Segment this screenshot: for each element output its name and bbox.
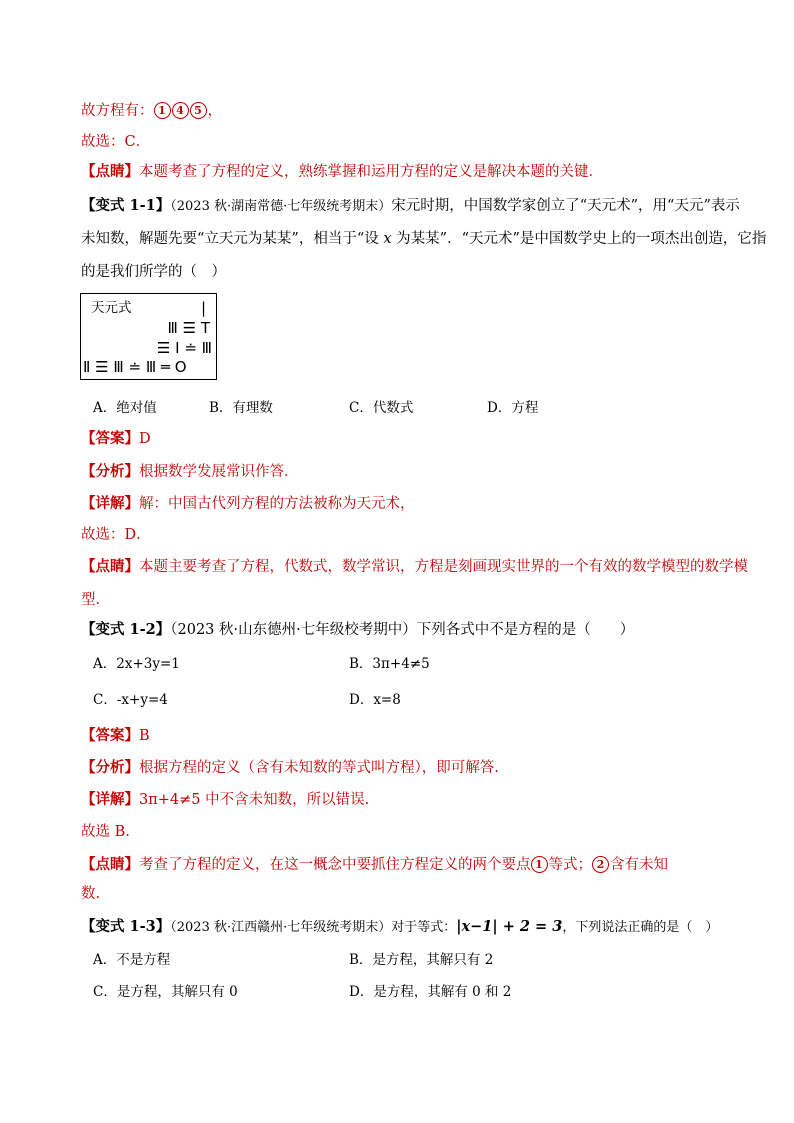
answer-tag: 【答案】 bbox=[81, 727, 139, 744]
comment-text: 本题主要考查了方程，代数式，数学常识，方程是刻画现实世界的一个有效的数学模型的数学模 bbox=[139, 559, 748, 575]
detail-tag: 【详解】 bbox=[81, 791, 139, 808]
q2-option-b: B．3π+4≠5 bbox=[349, 656, 430, 672]
detail-text: 解：中国古代列方程的方法被称为天元术， bbox=[139, 496, 415, 512]
q1-text-2a: 未知数，解题先要“立天元为某某”，相当于“设 bbox=[81, 231, 384, 247]
comment-text: 本题考查了方程的定义，熟练掌握和运用方程的定义是解决本题的关键． bbox=[139, 164, 603, 180]
figure-row-4: Ⅱ ☰ Ⅲ ≐ Ⅲ ═ O bbox=[83, 358, 187, 376]
q1-line-2 bbox=[81, 229, 766, 249]
q3-line-1 bbox=[81, 917, 718, 938]
q3-option-c: C．是方程，其解只有 0 bbox=[93, 984, 238, 1000]
q2-text: （2023 秋·山东德州·七年级校考期中）下列各式中不是方程的是（ ） bbox=[170, 622, 635, 638]
figure-label: 天元式 bbox=[91, 300, 132, 316]
q1-variable: x bbox=[383, 231, 392, 247]
circled-number-1: 1 bbox=[531, 856, 548, 873]
q2-comment-cont: 数. bbox=[81, 886, 101, 902]
choose-line: 故选：C． bbox=[81, 134, 151, 150]
analysis-tag: 【分析】 bbox=[81, 759, 139, 776]
q2-analysis bbox=[81, 758, 499, 778]
q1-option-b: B．有理数 bbox=[209, 400, 273, 416]
q1-option-c: C．代数式 bbox=[349, 400, 414, 416]
circled-number-2: 2 bbox=[592, 856, 609, 873]
q3-formula: |x−1| + 2 = 3 bbox=[456, 918, 563, 935]
figure-row-1: | bbox=[200, 299, 206, 317]
comment-tag: 【点睛】 bbox=[81, 856, 139, 873]
detail-text: 3π+4≠5 中不含未知数，所以错误. bbox=[139, 792, 370, 808]
conclusion-prefix: 故方程有： bbox=[81, 103, 154, 119]
figure-row-3: ☰ Ⅰ ≐ Ⅲ bbox=[156, 339, 212, 357]
q1-option-a: A．绝对值 bbox=[93, 400, 157, 416]
q1-comment-cont: 型． bbox=[81, 592, 110, 608]
conclusion-line bbox=[81, 101, 222, 121]
comment-tag: 【点睛】 bbox=[81, 163, 139, 180]
tianyuan-figure bbox=[80, 293, 217, 380]
comment-tag: 【点睛】 bbox=[81, 558, 139, 575]
q1-option-d: D．方程 bbox=[487, 400, 539, 416]
q2-comment bbox=[81, 855, 668, 875]
answer-value: B bbox=[139, 728, 150, 744]
q1-comment bbox=[81, 557, 748, 577]
q2-detail bbox=[81, 790, 369, 810]
q2-line-1 bbox=[81, 620, 634, 640]
circled-number-5: 5 bbox=[190, 102, 207, 119]
q1-tag: 【变式 1-1】 bbox=[81, 197, 171, 214]
q3-option-a: A．不是方程 bbox=[93, 952, 171, 968]
q1-line-3: 的是我们所学的（ ） bbox=[81, 264, 226, 280]
q1-choose: 故选：D． bbox=[81, 527, 151, 543]
q2-choose: 故选 B. bbox=[81, 824, 130, 840]
q2-answer bbox=[81, 726, 150, 746]
figure-row-2: Ⅲ ☰ T bbox=[167, 319, 210, 337]
comment-text-c: 含有未知 bbox=[610, 857, 668, 873]
q1-detail bbox=[81, 494, 415, 514]
q2-option-a: A．2x+3y=1 bbox=[93, 656, 180, 672]
q2-option-c: C．-x+y=4 bbox=[93, 692, 168, 708]
detail-tag: 【详解】 bbox=[81, 495, 139, 512]
analysis-text: 根据数学发展常识作答． bbox=[139, 464, 299, 480]
comment-text-a: 考查了方程的定义，在这一概念中要抓住方程定义的两个要点 bbox=[139, 857, 531, 873]
answer-value: D bbox=[139, 431, 151, 447]
q1-answer bbox=[81, 429, 151, 449]
comment-line bbox=[81, 162, 603, 182]
q3-tag: 【变式 1-3】 bbox=[81, 918, 171, 935]
q2-tag: 【变式 1-2】 bbox=[81, 621, 171, 638]
q2-option-d: D．x=8 bbox=[349, 692, 401, 708]
q1-line-1 bbox=[81, 196, 740, 217]
conclusion-suffix: ， bbox=[207, 103, 222, 119]
q1-text-2b: 为某某”．“天元术”是中国数学史上的一项杰出创造，它指 bbox=[391, 231, 767, 247]
circled-number-4: 4 bbox=[172, 102, 189, 119]
q1-source: （2023 秋·湖南常德·七年级统考期末） bbox=[170, 199, 392, 214]
q3-text-a: （2023 秋·江西赣州·七年级统考期末）对于等式： bbox=[170, 920, 457, 935]
q3-option-d: D．是方程，其解有 0 和 2 bbox=[349, 984, 512, 1000]
q1-analysis bbox=[81, 462, 299, 482]
q3-text-b: ，下列说法正确的是（ ） bbox=[562, 920, 719, 935]
q3-option-b: B．是方程，其解只有 2 bbox=[349, 952, 494, 968]
q1-text-1: 宋元时期，中国数学家创立了“天元术”，用“天元”表示 bbox=[391, 198, 740, 214]
circled-number-1: 1 bbox=[154, 102, 171, 119]
analysis-text: 根据方程的定义（含有未知数的等式叫方程），即可解答. bbox=[139, 760, 499, 776]
comment-text-b: 等式； bbox=[548, 857, 592, 873]
analysis-tag: 【分析】 bbox=[81, 463, 139, 480]
answer-tag: 【答案】 bbox=[81, 430, 139, 447]
